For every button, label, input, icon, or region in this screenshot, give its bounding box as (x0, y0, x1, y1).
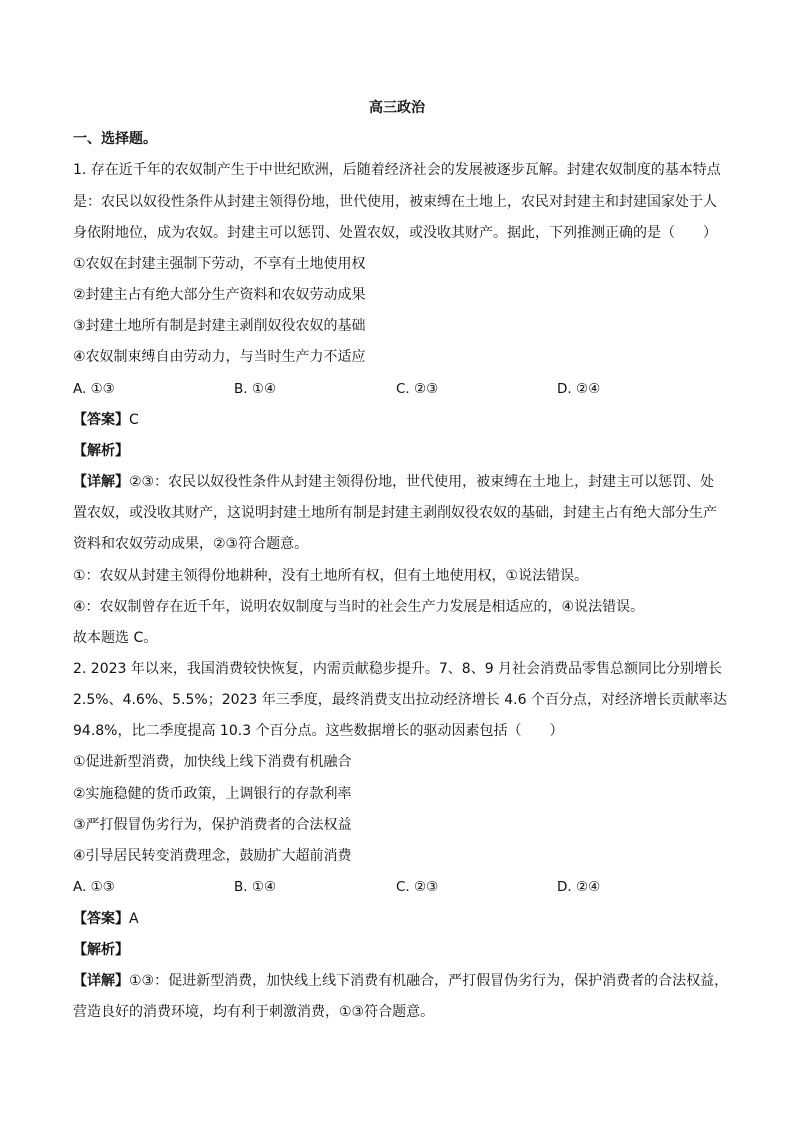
q2-statement: ③严打假冒伪劣行为，保护消费者的合法权益 (73, 817, 352, 833)
q1-stem-line: 身依附地位，成为农奴。封建主可以惩罚、处置农奴，或没收其财产。据此，下列推测正确的是（ ） (73, 225, 717, 241)
q1-statement: ②封建主占有绝大部分生产资料和农奴劳动成果 (73, 287, 366, 303)
q2-option-c: C. ②③ (396, 879, 439, 895)
q1-statement: ③封建土地所有制是封建主剥削奴役农奴的基础 (73, 318, 366, 334)
q1-option-d: D. ②④ (557, 381, 601, 397)
q2-statement: ①促进新型消费，加快线上线下消费有机融合 (73, 754, 352, 770)
page-title: 高三政治 (369, 100, 425, 116)
q1-option-b: B. ①④ (234, 381, 277, 397)
q1-detail-line: 资料和农奴劳动成果，②③符合题意。 (73, 536, 309, 552)
q2-statement: ②实施稳健的货币政策，上调银行的存款利率 (73, 786, 352, 802)
q1-detail-line: ①：农奴从封建主领得份地耕种，没有土地所有权，但有土地使用权，①说法错误。 (73, 568, 589, 584)
q2-analysis-label: 【解析】 (73, 942, 129, 958)
q1-detail-line: 故本题选 C。 (73, 630, 158, 646)
q1-statement: ④农奴制束缚自由劳动力，与当时生产力不适应 (73, 349, 366, 365)
answer-label: 【答案】 (73, 911, 129, 927)
q1-stem-line: 1. 存在近千年的农奴制产生于中世纪欧洲，后随着经济社会的发展被逐步瓦解。封建农奴制度的基本特点 (73, 162, 721, 178)
q2-stem-line: 2.5%、4.6%、5.5%；2023 年三季度，最终消费支出拉动经济增长 4.6 个百分点，对经济增长贡献率达 (73, 692, 727, 708)
detail-label: 【详解】 (73, 973, 129, 989)
answer-value: C (129, 412, 139, 428)
q2-option-b: B. ①④ (234, 879, 277, 895)
detail-label: 【详解】 (73, 474, 129, 490)
q1-statement: ①农奴在封建主强制下劳动，不享有土地使用权 (73, 256, 366, 272)
section-heading: 一、选择题。 (73, 131, 157, 147)
detail-text: ①③：促进新型消费，加快线上线下消费有机融合，严打假冒伪劣行为，保护消费者的合法权益， (129, 973, 729, 989)
q1-detail-line: 置农奴，或没收其财产，这说明封建土地所有制是封建主剥削奴役农奴的基础，封建主占有绝大部分生产 (73, 505, 717, 521)
q2-option-a: A. ①③ (73, 879, 115, 895)
q2-detail-line (73, 971, 733, 991)
answer-value: A (129, 911, 139, 927)
q1-analysis-label: 【解析】 (73, 443, 129, 459)
answer-label: 【答案】 (73, 412, 129, 428)
q2-statement: ④引导居民转变消费理念，鼓励扩大超前消费 (73, 848, 352, 864)
q1-option-a: A. ①③ (73, 381, 115, 397)
q2-answer (73, 909, 733, 929)
q2-stem-line: 94.8%，比二季度提高 10.3 个百分点。这些数据增长的驱动因素包括（ ） (73, 723, 564, 739)
q2-option-d: D. ②④ (557, 879, 601, 895)
q1-answer (73, 410, 733, 430)
q2-stem-line: 2. 2023 年以来，我国消费较快恢复，内需贡献稳步提升。7、8、9 月社会消费品零售总额同比分别增长 (73, 661, 723, 677)
q1-stem-line: 是：农民以奴役性条件从封建主领得份地，世代使用，被束缚在土地上，农民对封建主和封建国家处于人 (73, 194, 717, 210)
detail-text: ②③：农民以奴役性条件从封建主领得份地，世代使用，被束缚在土地上，封建主可以惩罚、处 (129, 474, 715, 490)
q1-detail-line (73, 472, 733, 492)
q1-detail-line: ④：农奴制曾存在近千年，说明农奴制度与当时的社会生产力发展是相适应的，④说法错误。 (73, 599, 645, 615)
q2-detail-line: 营造良好的消费环境，均有利于刺激消费，①③符合题意。 (73, 1004, 435, 1020)
q1-option-c: C. ②③ (396, 381, 439, 397)
